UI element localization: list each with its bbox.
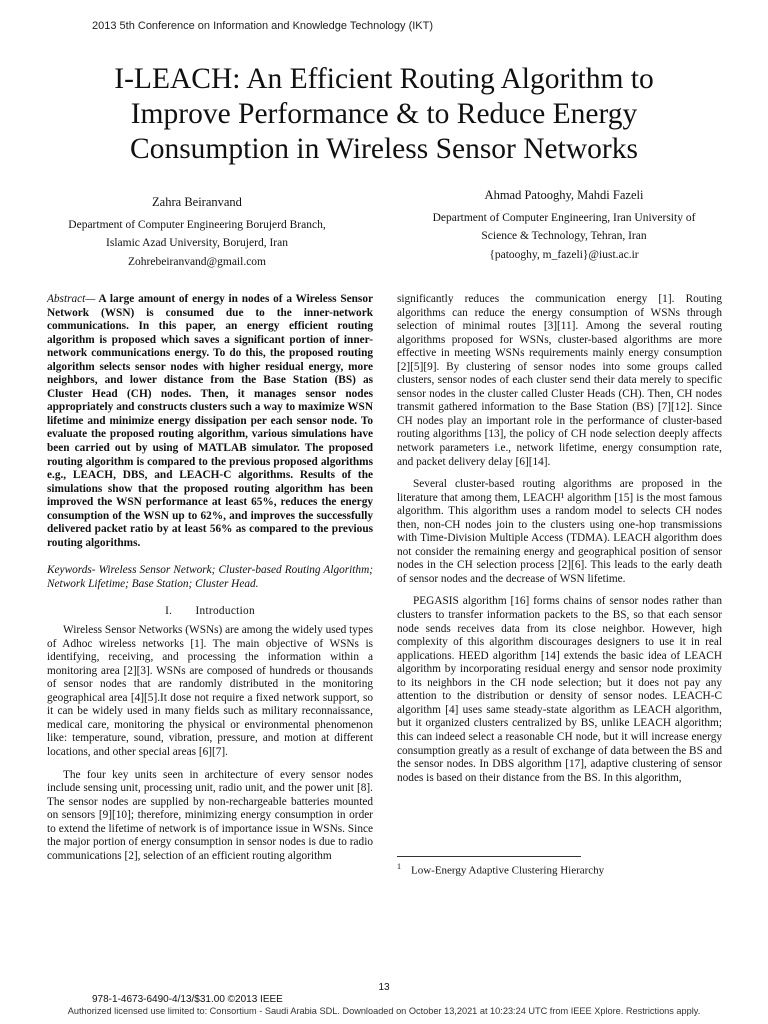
author-block-1 xyxy=(52,193,342,271)
isbn-line: 978-1-4673-6490-4/13/$31.00 ©2013 IEEE xyxy=(92,994,283,1005)
section-heading: I. Introduction xyxy=(165,605,255,618)
footnote-text: Low-Energy Adaptive Clustering Hierarchy xyxy=(411,864,605,877)
footnote xyxy=(397,862,604,877)
abstract xyxy=(47,293,373,550)
title-line: I-LEACH: An Efficient Routing Algorithm to xyxy=(114,63,654,95)
keywords: Keywords- Wireless Sensor Network; Cluster-based Routing Algorithm; Network Lifetime; Base Station; Cluster Head. xyxy=(47,564,373,590)
author-affiliation: Department of Computer Engineering Borujerd Branch, xyxy=(68,218,326,231)
left-column xyxy=(47,293,373,863)
paper-title xyxy=(60,62,708,167)
paragraph: The four key units seen in architecture of every sensor nodes include sensing unit, processing unit, radio unit, and the power unit [8]. The sensor nodes are supplied by non-rechargeable batteries mounted on sensors [9][10]; therefore, minimizing energy consumption in order to extend the lifetime of network is of importance issue in WSNs. Since the major portion of energy consumption in sensor nodes is due to radio communications [2], selection of an efficient routing algorithm xyxy=(47,768,373,862)
page-number: 13 xyxy=(378,982,390,993)
paragraph: Wireless Sensor Networks (WSNs) are among the widely used types of Adhoc wireless networks [1]. The main objective of WSNs is identifying, receiving, and processing the information within a monitoring area [2][3]. WSNs are composed of hundreds or thousands of sensor nodes that are randomly distributed in the monitoring geographical area [4][5].It dose not require a fixed network support, so it can be widely used in many fields such as military reconnaissance, medical care, monitoring the physical or environmental phenomenon like: temperature, sound, vibration, pressure, and motion at different locations, and other special areas [6][7]. xyxy=(47,624,373,758)
author-block-2 xyxy=(405,186,723,264)
author-affiliation: Science & Technology, Tehran, Iran xyxy=(481,230,647,242)
paragraph: PEGASIS algorithm [16] forms chains of sensor nodes rather than clusters to transfer information packets to the BS, so that each sensor node sends receives data from its close neighbor. However, high complexity of this algorithm discourages designers to use it in real applications. HEED algorithm [14] extends the basic idea of LEACH algorithm by incorporating residual energy and sensor node proximity to its neighbors in the CH node selection; but it does not pay any attention to the distribution or density of sensor nodes. LEACH-C algorithm [4] uses same steady-state algorithm as LEACH algorithm, but it organized clusters centralized by BS, unlike LEACH algorithm; this can indeed select a reasonable CH node, but it will increase energy consumption greatly as a result of exchange of data between the BS and the sensor nodes. In DBS algorithm [17], adaptive clustering of sensor nodes is based on their distance from the BS. In this algorithm, xyxy=(397,595,722,784)
footnote-rule xyxy=(397,856,581,857)
author-affiliation: Department of Computer Engineering, Iran University of xyxy=(432,211,696,224)
conference-header: 2013 5th Conference on Information and Knowledge Technology (IKT) xyxy=(92,20,434,32)
author-name: Zahra Beiranvand xyxy=(152,195,242,209)
abstract-label: Abstract— xyxy=(47,293,96,305)
author-email: Zohrebeiranvand@gmail.com xyxy=(128,255,266,268)
abstract-text: A large amount of energy in nodes of a Wireless Sensor Network (WSN) is consumed due to the inner-network communications. In this paper, an energy efficient routing algorithm is proposed which saves a significant portion of inner-network communications energy. To do this, the proposed routing algorithm selects sensor nodes with higher residual energy, more neighbors, and lower distance from the Base Station (BS) as Cluster Head (CH) nodes. Then, it manages sensor nodes appropriately and constructs clusters such a way to maximize WSN lifetime and minimize energy dissipation per each sensor node. To evaluate the proposed routing algorithm, various simulations have been carried out by using of MATLAB simulator. The proposed routing algorithm is compared to the previous proposed algorithms e.g., LEACH, DBS, and LEACH-C algorithms. Results of the simulations show that the proposed routing algorithm has been improved the WSN performance at least 65%, reduces the energy consumption of the WSN up to 62%, and improves the successfully delivered packet ratio by at least 56% as compared to the previous routing algorithms. xyxy=(47,293,373,549)
right-column xyxy=(397,293,722,785)
paragraph: Several cluster-based routing algorithms are proposed in the literature that among them, LEACH¹ algorithm [15] is the most famous algorithm. This algorithm uses a random model to selects CH nodes then, non-CH nodes join to the clusters using one-hop transmissions with Time-Division Multiple Access (TDMA). LEACH algorithm does not consider the remaining energy and geographical position of sensor nodes in the CH selection process [2][6]. This leads to the early death of sensor nodes and the decrease of WSN lifetime. xyxy=(397,478,722,585)
author-email: {patooghy, m_fazeli}@iust.ac.ir xyxy=(489,248,639,261)
paragraph: significantly reduces the communication energy [1]. Routing algorithms can reduce the energy consumption of WSNs through selection of minimal routes [3][11]. Among the several routing algorithms proposed for WSNs, cluster-based algorithms are more effective in meeting WSNs requirements mainly energy consumption [2][5][9]. By clustering of sensor nodes into some groups called clusters, sensor nodes of each cluster send their data merely to specific sensor nodes in the cluster called Cluster Heads (CH). Then, CH nodes transmit gathered information to the Base Station (BS) [7][12]. Since CH nodes play an important role in the performance of cluster-based routing algorithms [13], the policy of CH node selection deeply affects network parameters i.e., network lifetime, energy consumption rate, and packet delivery delay [6][14]. xyxy=(397,293,722,468)
footnote-mark: 1 xyxy=(397,862,401,871)
title-line: Consumption in Wireless Sensor Networks xyxy=(130,133,638,165)
title-line: Improve Performance & to Reduce Energy xyxy=(130,98,638,130)
author-name: Ahmad Patooghy, Mahdi Fazeli xyxy=(484,188,644,202)
license-notice: Authorized licensed use limited to: Consortium - Saudi Arabia SDL. Downloaded on October 13,2021 at 10:23:24 UTC from IEEE Xplore. Restrictions apply. xyxy=(67,1006,701,1016)
author-affiliation: Islamic Azad University, Borujerd, Iran xyxy=(106,237,288,249)
